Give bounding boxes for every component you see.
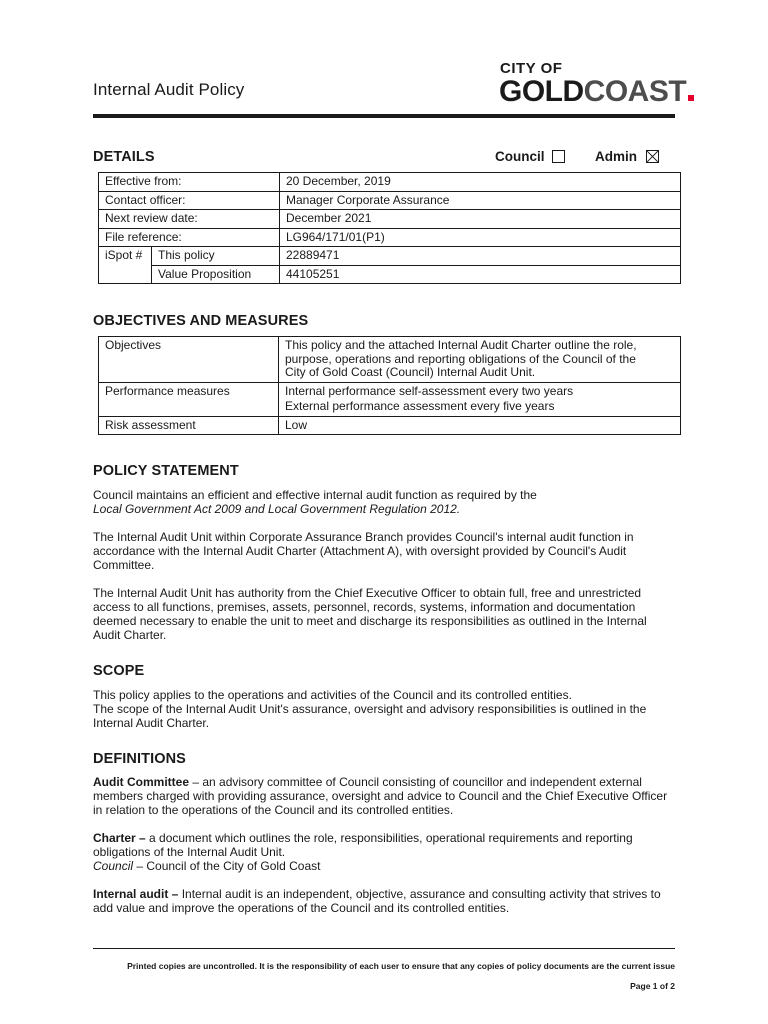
- scope-text: The scope of the Internal Audit Unit's assurance, oversight and advisory responsibilities is outlined in the Internal Audit Charter.: [93, 702, 647, 730]
- detail-value: 44105251: [280, 265, 681, 284]
- policy-paragraph-2: The Internal Audit Unit within Corporate Assurance Branch provides Council's internal audit function in accordance with the Internal Audit Charter (Attachment A), with oversight provided by Council's Audit Committee.: [93, 530, 634, 572]
- detail-label: This policy: [152, 247, 280, 266]
- objective-line: City of Gold Coast (Council) Internal Audit Unit.: [285, 365, 536, 379]
- policy-paragraph-1: [93, 488, 673, 516]
- logo-wordmark: [499, 77, 694, 107]
- page-number: Page 1 of 2: [630, 981, 675, 991]
- table-row: [99, 191, 681, 210]
- admin-label: Admin: [595, 149, 637, 164]
- definition-text: a document which outlines the role, responsibilities, operational requirements and reporting obligations of the Internal Audit Unit.: [93, 831, 633, 859]
- scope-text: This policy applies to the operations and activities of the Council and its controlled entities.: [93, 688, 572, 702]
- legislation-reference: Local Government Act 2009 and Local Government Regulation 2012.: [93, 502, 461, 516]
- detail-label: File reference:: [99, 228, 280, 247]
- footer-divider: [93, 948, 675, 949]
- admin-checkbox[interactable]: [646, 150, 659, 163]
- objective-label: Objectives: [99, 337, 279, 383]
- table-row: [99, 228, 681, 247]
- objective-value: [279, 337, 681, 383]
- definition-text: Internal audit is an independent, objective, assurance and consulting activity that strives to add value and improve the operations of the Council and its controlled entities.: [93, 887, 661, 915]
- policy-statement-heading: POLICY STATEMENT: [93, 463, 239, 479]
- table-row: [99, 416, 681, 435]
- details-heading: DETAILS: [93, 149, 155, 165]
- table-row: [99, 382, 681, 416]
- policy-text: Council maintains an efficient and effective internal audit function as required by the: [93, 488, 537, 502]
- table-row: [99, 210, 681, 229]
- definition-audit-committee: [93, 775, 673, 817]
- detail-value: 22889471: [280, 247, 681, 266]
- council-checkbox[interactable]: [552, 150, 565, 163]
- detail-value: December 2021: [280, 210, 681, 229]
- table-row: [99, 265, 681, 284]
- detail-value: 20 December, 2019: [280, 173, 681, 192]
- objective-value: [279, 416, 681, 435]
- table-row: [99, 247, 681, 266]
- definition-term: Council: [93, 859, 134, 873]
- definition-charter: [93, 831, 673, 873]
- document-title: Internal Audit Policy: [93, 80, 245, 99]
- definition-internal-audit: [93, 887, 673, 915]
- ispot-label: iSpot #: [99, 247, 152, 284]
- logo-dot: [688, 95, 694, 101]
- definition-term: Audit Committee: [93, 775, 189, 789]
- objectives-heading: OBJECTIVES AND MEASURES: [93, 313, 309, 329]
- detail-value: LG964/171/01(P1): [280, 228, 681, 247]
- objective-label: Risk assessment: [99, 416, 279, 435]
- scope-heading: SCOPE: [93, 663, 145, 679]
- objective-line: Internal performance self-assessment every two years: [285, 383, 574, 398]
- definition-text: – Council of the City of Gold Coast: [133, 859, 321, 873]
- policy-paragraph-3: The Internal Audit Unit has authority from the Chief Executive Officer to obtain full, free and unrestricted access to all functions, premises, assets, personnel, records, systems, information and documentation deemed necessary to enable the unit to meet and discharge its responsibilities as outlined in the Internal Audit Charter.: [93, 586, 647, 642]
- objective-label: Performance measures: [99, 382, 279, 416]
- council-label: Council: [495, 149, 545, 164]
- detail-label: Next review date:: [99, 210, 280, 229]
- logo-line1: CITY OF: [500, 60, 563, 77]
- objective-value: [279, 382, 681, 416]
- logo-light: COAST: [583, 75, 687, 108]
- definition-text: – an advisory committee of Council consisting of councillor and independent external members charged with providing assurance, oversight and advice to Council and the Chief Executive Officer in relation to the operations of the Council and its controlled entities.: [93, 775, 668, 817]
- objectives-table: [98, 336, 681, 435]
- objective-line: Low: [285, 417, 308, 432]
- city-of-gold-coast-logo: [499, 58, 687, 108]
- header-divider: [93, 114, 675, 118]
- detail-value: Manager Corporate Assurance: [280, 191, 681, 210]
- objective-line: purpose, operations and reporting obligations of the Council of the: [285, 351, 636, 366]
- definition-term: Internal audit –: [93, 887, 179, 901]
- definition-term: Charter –: [93, 831, 146, 845]
- detail-label: Value Proposition: [152, 265, 280, 284]
- detail-label: Contact officer:: [99, 191, 280, 210]
- detail-label: Effective from:: [99, 173, 280, 192]
- details-table: [98, 172, 681, 284]
- objective-line: This policy and the attached Internal Audit Charter outline the role,: [285, 338, 637, 352]
- table-row: [99, 173, 681, 192]
- table-row: [99, 337, 681, 383]
- scope-paragraph: [93, 688, 673, 730]
- logo-bold: GOLD: [499, 75, 584, 108]
- definitions-heading: DEFINITIONS: [93, 751, 186, 767]
- footer-note: Printed copies are uncontrolled. It is the responsibility of each user to ensure that any copies of policy documents are the current issue: [127, 961, 675, 971]
- objective-line: External performance assessment every five years: [285, 399, 555, 413]
